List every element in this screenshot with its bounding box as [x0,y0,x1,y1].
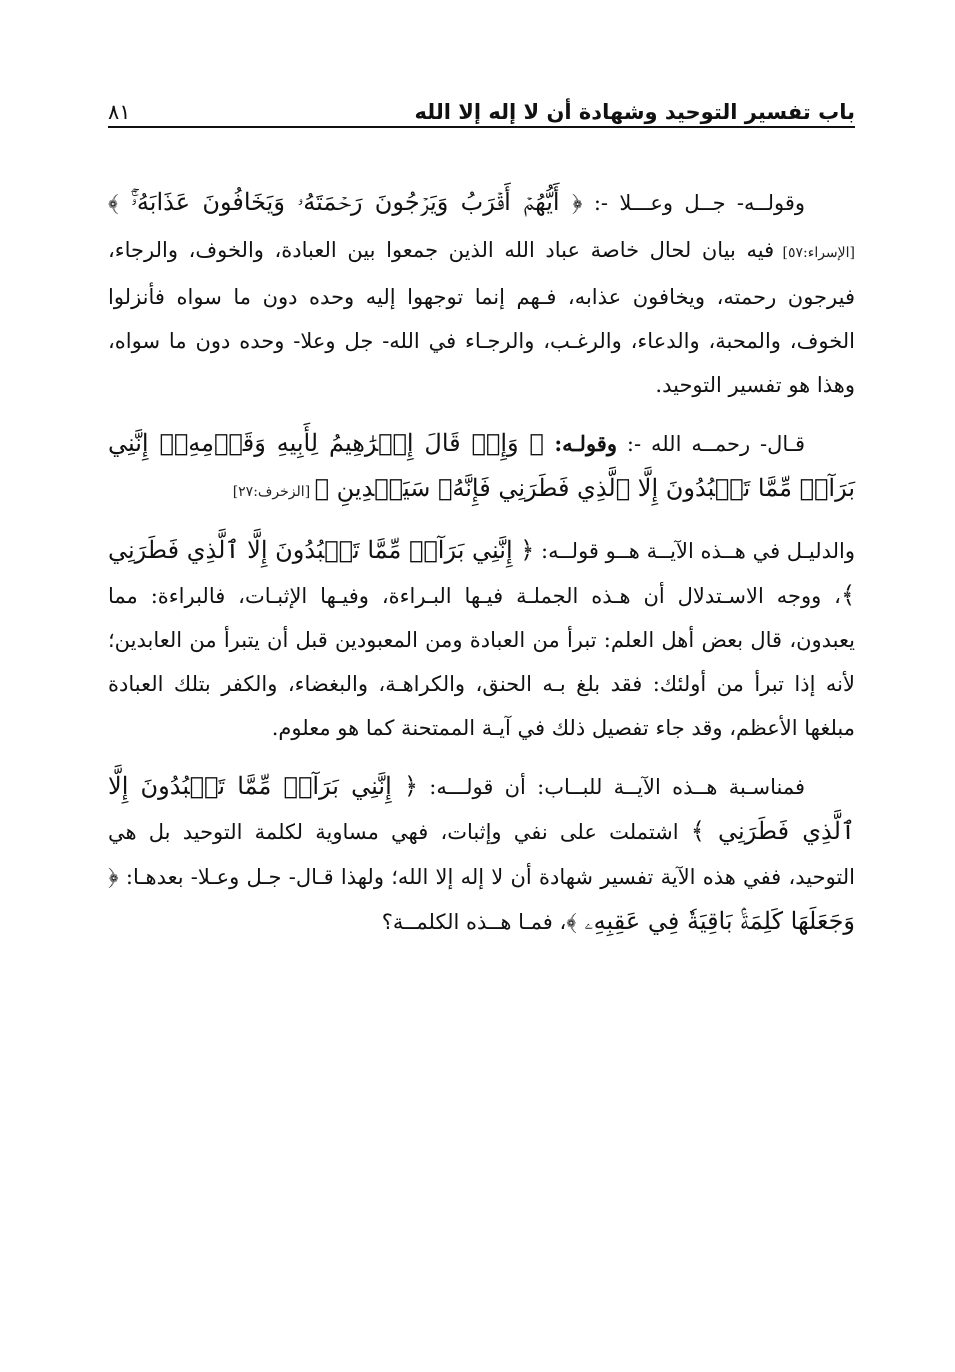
chapter-title: باب تفسير التوحيد وشهادة أن لا إله إلا الله [414,100,855,124]
paragraph-3-intro: والدليـل في هــذه الآيــة هــو قولــه: [534,539,855,563]
verse-reference-isra: [الإسراء:٥٧] [774,245,855,261]
paragraph-2 [108,421,855,514]
quran-verse-quote-3: ﴿ وَجَعَلَهَا كَلِمَةَۢ بَاقِيَةٗ فِي عَقِبِهِۦ ﴾ [108,862,855,935]
paragraph-1-intro: وقولــه- جــل وعـــلا -: [582,191,806,215]
page-number: ٨١ [108,100,131,124]
verse-reference-zukhruf: [الزخرف:٢٧] [232,484,315,500]
page-header [108,82,855,124]
paragraph-3 [108,528,855,750]
quran-verse-quote-1: ﴿ إِنَّنِي بَرَآءٞ مِّمَّا تَعۡبُدُونَ إِلَّا ٱلَّذِي فَطَرَنِي ﴾ [108,536,855,609]
paragraph-4 [108,764,855,944]
paragraph-4-question: ، فمـا هــذه الكلمــة؟ [381,910,567,934]
quran-verse-zukhruf: ﴿ وَإِذۡ قَالَ إِبۡرَٰهِيمُ لِأَبِيهِ وَقَوۡمِهِۦٓ إِنَّنِي بَرَآءٞ مِّمَّا تَعۡبُدُونَ إِلَّا ٱلَّذِي فَطَرَنِي فَإِنَّهُۥ سَيَهۡدِينِ ﴾ [108,429,855,502]
paragraph-3-text: ، ووجه الاسـتدلال أن هـذه الجملـة فيـها البـراءة، وفيـها الإثبـات، فالبراءة: مما يعبدون، قال بعض أهل العلم: تبرأ من العبادة ومن المعبودين قبل أن يتبرأ من العابدين؛ لأنه إذا تبرأ من أولئك: فقد بلغ بـه الحنق، والكراهـة، والبغضاء، والكفر بتلك العبادة مبلغها الأعظم، وقد جاء تفصيل ذلك في آيـة الممتحنة كما هو معلوم. [108,584,855,740]
paragraph-2-intro: قـال- رحمــه الله -: [616,432,805,456]
paragraph-4-intro: فمناسـبة هــذه الآيــة للبــاب: أن قولـــه: [418,775,805,799]
paragraph-1-text: فيه بيان لحال خاصة عباد الله الذين جمعوا بين العبادة، والخوف، والرجاء، فيرجون رحمته، ويخافون عذابه، فـهم إنما توجهوا إليه وحده دون ما سواه فأنزلوا الخوف، والمحبة، والدعاء، والرغـب، والرجـاء في الله- جل وعلا- وحده دون ما سواه، وهذا هو تفسير التوحيد. [108,238,855,397]
header-rule [108,126,855,128]
paragraph-4-text: اشتملت على نفي وإثبات، فهي مساوية لكلمة التوحيد بل هي التوحيد، ففي هذه الآية تفسير شهادة أن لا إله إلا الله؛ ولهذا قـال- جـل وعـلا- بعدهـا: [108,820,855,889]
paragraph-2-bold-term: وقولـه: [543,431,617,456]
quran-verse-quote-2: ﴿ إِنَّنِي بَرَآءٞ مِّمَّا تَعۡبُدُونَ إِلَّا ٱلَّذِي فَطَرَنِي ﴾ [108,772,856,845]
quran-verse-isra: ﴿ أَيُّهُمۡ أَقۡرَبُ وَيَرۡجُونَ رَحۡمَتَهُۥ وَيَخَافُونَ عَذَابَهُۥٓۚ ﴾ [108,188,583,216]
page-body [108,180,855,958]
paragraph-1 [108,180,855,407]
